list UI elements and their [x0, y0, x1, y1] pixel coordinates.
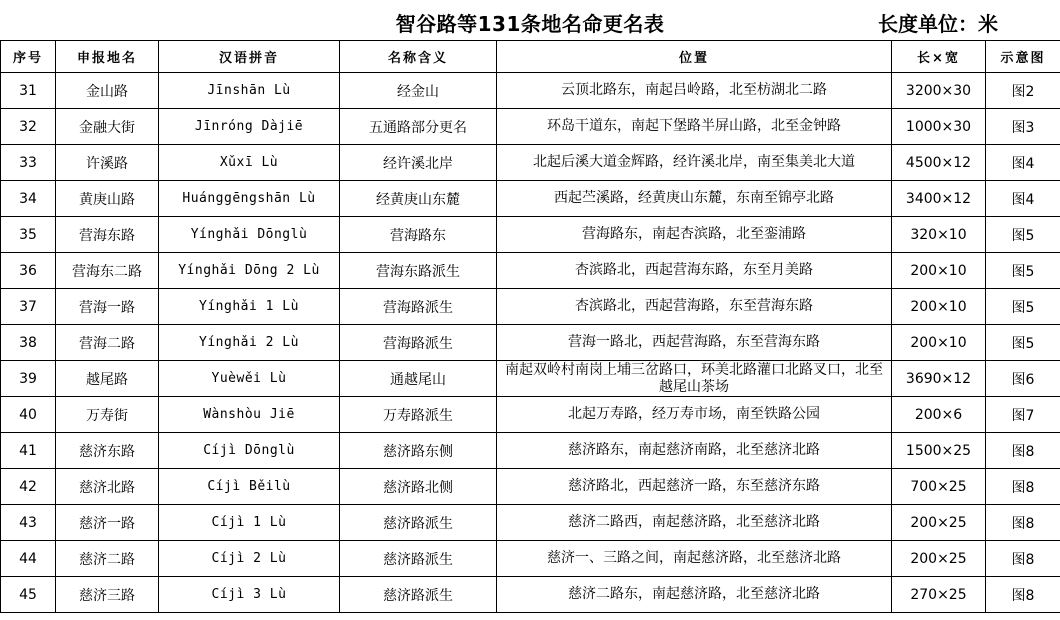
- table-row: [1, 577, 1060, 613]
- cell-size: 200×25: [892, 541, 986, 577]
- column-header-name: 申报地名: [56, 41, 159, 73]
- cell-meaning: 营海路东: [340, 217, 497, 253]
- table-row: [1, 217, 1060, 253]
- cell-pinyin: Cíjì 2 Lù: [159, 541, 340, 577]
- cell-figure: 图8: [986, 505, 1060, 541]
- cell-no: 44: [1, 541, 56, 577]
- column-header-figure: 示意图: [986, 41, 1060, 73]
- cell-meaning: 慈济路东侧: [340, 433, 497, 469]
- table-row: [1, 541, 1060, 577]
- table-row: [1, 469, 1060, 505]
- cell-pinyin: Yuèwěi Lù: [159, 361, 340, 397]
- cell-figure: 图5: [986, 325, 1060, 361]
- table-body: [1, 73, 1060, 613]
- cell-figure: 图5: [986, 217, 1060, 253]
- cell-no: 36: [1, 253, 56, 289]
- cell-meaning: 慈济路北侧: [340, 469, 497, 505]
- cell-figure: 图5: [986, 253, 1060, 289]
- cell-no: 32: [1, 109, 56, 145]
- cell-figure: 图4: [986, 145, 1060, 181]
- cell-pinyin: Wànshòu Jiē: [159, 397, 340, 433]
- cell-figure: 图8: [986, 433, 1060, 469]
- cell-no: 41: [1, 433, 56, 469]
- cell-figure: 图8: [986, 541, 1060, 577]
- cell-location: 慈济路东，南起慈济南路，北至慈济北路: [497, 433, 892, 469]
- title-bar: [0, 0, 1060, 40]
- cell-location: 慈济二路东，南起慈济路，北至慈济北路: [497, 577, 892, 613]
- cell-size: 3690×12: [892, 361, 986, 397]
- cell-figure: 图2: [986, 73, 1060, 109]
- column-header-size: 长×宽: [892, 41, 986, 73]
- table-row: [1, 145, 1060, 181]
- column-header-no: 序号: [1, 41, 56, 73]
- cell-name: 营海东二路: [56, 253, 159, 289]
- cell-size: 700×25: [892, 469, 986, 505]
- cell-pinyin: Huánggēngshān Lù: [159, 181, 340, 217]
- table-row: [1, 361, 1060, 397]
- column-header-meaning: 名称含义: [340, 41, 497, 73]
- cell-name: 越尾路: [56, 361, 159, 397]
- cell-name: 慈济二路: [56, 541, 159, 577]
- cell-size: 320×10: [892, 217, 986, 253]
- cell-size: 200×25: [892, 505, 986, 541]
- cell-no: 42: [1, 469, 56, 505]
- cell-no: 37: [1, 289, 56, 325]
- table-row: [1, 109, 1060, 145]
- cell-no: 45: [1, 577, 56, 613]
- cell-pinyin: Cíjì 1 Lù: [159, 505, 340, 541]
- cell-meaning: 慈济路派生: [340, 505, 497, 541]
- header-row: [1, 41, 1060, 73]
- cell-size: 200×10: [892, 325, 986, 361]
- cell-pinyin: Yínghǎi Dōnglù: [159, 217, 340, 253]
- cell-pinyin: Cíjì 3 Lù: [159, 577, 340, 613]
- unit-label: 长度单位：米: [878, 12, 998, 36]
- place-name-table: [0, 40, 1060, 613]
- cell-location: 南起双岭村南岗上埔三岔路口，环美北路灌口北路叉口，北至越尾山茶场: [497, 361, 892, 397]
- cell-meaning: 营海路派生: [340, 325, 497, 361]
- cell-location: 杏滨路北，西起营海东路，东至月美路: [497, 253, 892, 289]
- cell-figure: 图3: [986, 109, 1060, 145]
- cell-location: 慈济一、三路之间，南起慈济路，北至慈济北路: [497, 541, 892, 577]
- cell-location: 云顶北路东，南起吕岭路，北至枋湖北二路: [497, 73, 892, 109]
- cell-location: 北起万寿路，经万寿市场，南至铁路公园: [497, 397, 892, 433]
- cell-name: 慈济一路: [56, 505, 159, 541]
- cell-name: 万寿街: [56, 397, 159, 433]
- cell-size: 3200×30: [892, 73, 986, 109]
- table-row: [1, 433, 1060, 469]
- cell-size: 200×10: [892, 253, 986, 289]
- cell-size: 200×10: [892, 289, 986, 325]
- cell-name: 慈济东路: [56, 433, 159, 469]
- cell-size: 3400×12: [892, 181, 986, 217]
- cell-meaning: 五通路部分更名: [340, 109, 497, 145]
- cell-pinyin: Yínghǎi Dōng 2 Lù: [159, 253, 340, 289]
- cell-location: 北起后溪大道金辉路，经许溪北岸，南至集美北大道: [497, 145, 892, 181]
- cell-name: 金融大街: [56, 109, 159, 145]
- cell-location: 杏滨路北，西起营海路，东至营海东路: [497, 289, 892, 325]
- cell-size: 270×25: [892, 577, 986, 613]
- table-row: [1, 325, 1060, 361]
- cell-figure: 图5: [986, 289, 1060, 325]
- column-header-location: 位置: [497, 41, 892, 73]
- table-header: [1, 41, 1060, 73]
- cell-pinyin: Yínghǎi 2 Lù: [159, 325, 340, 361]
- cell-name: 营海二路: [56, 325, 159, 361]
- cell-pinyin: Jīnróng Dàjiē: [159, 109, 340, 145]
- cell-name: 营海一路: [56, 289, 159, 325]
- cell-meaning: 慈济路派生: [340, 577, 497, 613]
- cell-pinyin: Xǔxī Lù: [159, 145, 340, 181]
- cell-figure: 图8: [986, 469, 1060, 505]
- cell-location: 西起苎溪路，经黄庚山东麓，东南至锦亭北路: [497, 181, 892, 217]
- cell-no: 38: [1, 325, 56, 361]
- cell-name: 许溪路: [56, 145, 159, 181]
- cell-figure: 图6: [986, 361, 1060, 397]
- cell-name: 慈济北路: [56, 469, 159, 505]
- cell-size: 200×6: [892, 397, 986, 433]
- column-header-pinyin: 汉语拼音: [159, 41, 340, 73]
- cell-pinyin: Cíjì Běilù: [159, 469, 340, 505]
- cell-location: 慈济路北，西起慈济一路，东至慈济东路: [497, 469, 892, 505]
- cell-pinyin: Yínghǎi 1 Lù: [159, 289, 340, 325]
- cell-no: 33: [1, 145, 56, 181]
- table-row: [1, 289, 1060, 325]
- cell-name: 黄庚山路: [56, 181, 159, 217]
- cell-name: 慈济三路: [56, 577, 159, 613]
- cell-no: 35: [1, 217, 56, 253]
- cell-figure: 图8: [986, 577, 1060, 613]
- cell-meaning: 万寿路派生: [340, 397, 497, 433]
- cell-no: 40: [1, 397, 56, 433]
- cell-no: 39: [1, 361, 56, 397]
- cell-meaning: 营海路派生: [340, 289, 497, 325]
- cell-meaning: 经许溪北岸: [340, 145, 497, 181]
- cell-figure: 图7: [986, 397, 1060, 433]
- cell-size: 1500×25: [892, 433, 986, 469]
- table-row: [1, 181, 1060, 217]
- cell-meaning: 营海东路派生: [340, 253, 497, 289]
- cell-no: 31: [1, 73, 56, 109]
- cell-pinyin: Cíjì Dōnglù: [159, 433, 340, 469]
- cell-size: 4500×12: [892, 145, 986, 181]
- cell-meaning: 经金山: [340, 73, 497, 109]
- cell-no: 43: [1, 505, 56, 541]
- cell-meaning: 经黄庚山东麓: [340, 181, 497, 217]
- cell-meaning: 通越尾山: [340, 361, 497, 397]
- cell-location: 环岛干道东，南起下堡路半屏山路，北至金钟路: [497, 109, 892, 145]
- cell-meaning: 慈济路派生: [340, 541, 497, 577]
- table-row: [1, 397, 1060, 433]
- cell-name: 金山路: [56, 73, 159, 109]
- cell-name: 营海东路: [56, 217, 159, 253]
- cell-location: 营海路东，南起杏滨路，北至銮浦路: [497, 217, 892, 253]
- table-row: [1, 505, 1060, 541]
- cell-size: 1000×30: [892, 109, 986, 145]
- table-row: [1, 73, 1060, 109]
- cell-figure: 图4: [986, 181, 1060, 217]
- cell-pinyin: Jīnshān Lù: [159, 73, 340, 109]
- cell-location: 营海一路北，西起营海路，东至营海东路: [497, 325, 892, 361]
- cell-location: 慈济二路西，南起慈济路，北至慈济北路: [497, 505, 892, 541]
- page-title: 智谷路等131条地名命更名表: [395, 12, 665, 36]
- cell-no: 34: [1, 181, 56, 217]
- table-row: [1, 253, 1060, 289]
